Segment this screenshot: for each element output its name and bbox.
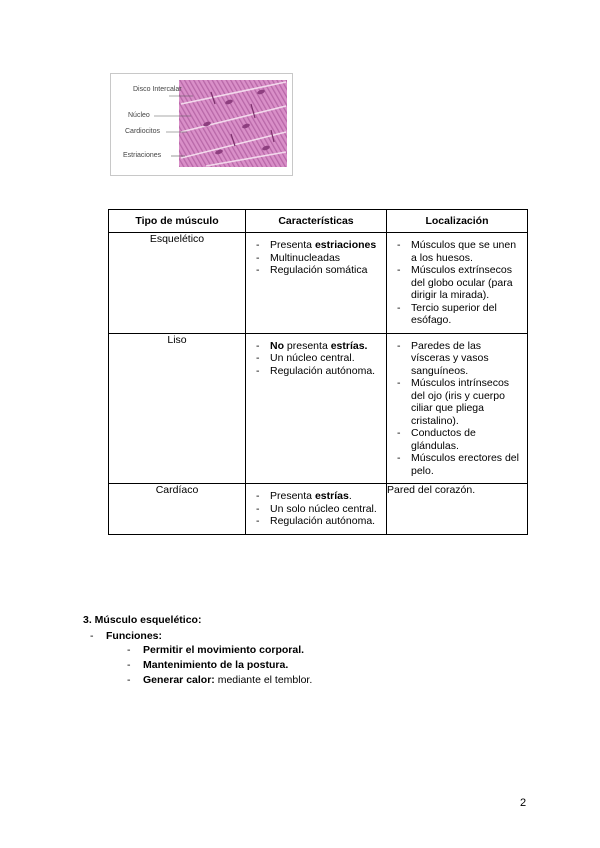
list-item: - Permitir el movimiento corporal. xyxy=(127,643,312,658)
list-item: - Regulación somática xyxy=(246,264,380,277)
location-skeletal xyxy=(387,233,528,334)
list-item: - Paredes de las vísceras y vasos sanguíneos. xyxy=(387,340,521,378)
location-cardiac: Pared del corazón. xyxy=(387,484,528,535)
characteristics-skeletal xyxy=(246,233,387,334)
functions-list xyxy=(90,629,312,688)
table-row xyxy=(109,484,528,535)
section-title: 3. Músculo esquelético: xyxy=(83,614,202,626)
list-item: - Mantenimiento de la postura. xyxy=(127,658,312,673)
type-smooth: Liso xyxy=(109,333,246,484)
location-smooth xyxy=(387,333,528,484)
muscle-types-table xyxy=(108,209,528,535)
list-item: - Presenta estriaciones xyxy=(246,239,380,252)
list-item: - Regulación autónoma. xyxy=(246,515,380,528)
list-item: - No presenta estrías. xyxy=(246,340,380,353)
characteristics-cardiac xyxy=(246,484,387,535)
cardiac-muscle-figure xyxy=(110,73,293,176)
figure-label-disco: Disco Intercalar xyxy=(133,86,182,93)
figure-label-estriaciones: Estriaciones xyxy=(123,152,162,159)
table-row xyxy=(109,233,528,334)
list-item: - Un solo núcleo central. xyxy=(246,503,380,516)
list-item: - Músculos que se unen a los huesos. xyxy=(387,239,521,264)
list-item: - Generar calor: mediante el temblor. xyxy=(127,673,312,688)
table-row xyxy=(109,333,528,484)
list-item: - Músculos erectores del pelo. xyxy=(387,452,521,477)
header-caracteristicas: Características xyxy=(246,210,387,233)
figure-label-nucleo: Núcleo xyxy=(128,112,150,119)
list-item: - Presenta estrías. xyxy=(246,490,380,503)
list-item: - Músculos extrínsecos del globo ocular (para dirigir la mirada). xyxy=(387,264,521,302)
type-cardiac: Cardíaco xyxy=(109,484,246,535)
header-tipo: Tipo de músculo xyxy=(109,210,246,233)
list-item: - Multinucleadas xyxy=(246,252,380,265)
type-skeletal: Esquelético xyxy=(109,233,246,334)
functions-label: - Funciones: xyxy=(90,629,312,643)
characteristics-smooth xyxy=(246,333,387,484)
list-item: - Conductos de glándulas. xyxy=(387,427,521,452)
list-item: - Tercio superior del esófago. xyxy=(387,302,521,327)
figure-label-cardiocitos: Cardiocitos xyxy=(125,128,161,135)
list-item: - Un núcleo central. xyxy=(246,352,380,365)
page-number: 2 xyxy=(520,797,527,809)
list-item: - Regulación autónoma. xyxy=(246,365,380,378)
table-header-row xyxy=(109,210,528,233)
header-localizacion: Localización xyxy=(387,210,528,233)
list-item: - Músculos intrínsecos del ojo (iris y cuerpo ciliar que pliega cristalino). xyxy=(387,377,521,427)
